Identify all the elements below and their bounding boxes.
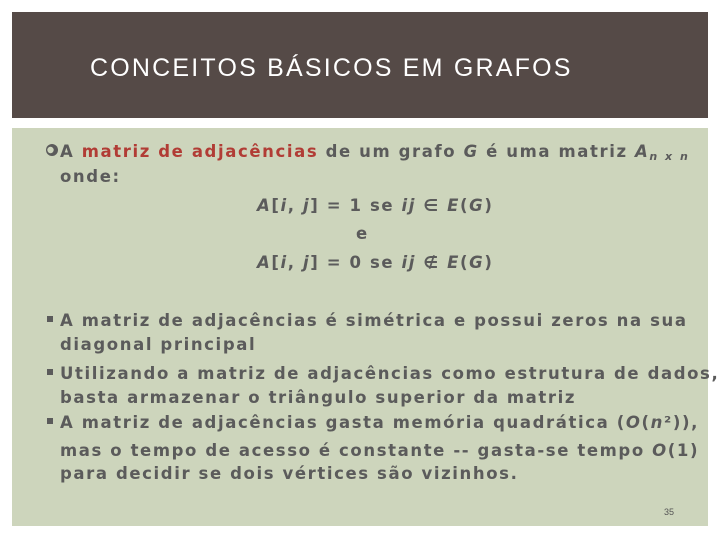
formula-line-1 [257,196,493,215]
formula2-eq: ] = 0 se [310,253,402,272]
bullet-2-line-2: basta armazenar o triângulo superior da matriz [60,388,577,407]
bullet-1-line-2: diagonal principal [60,335,257,354]
formula1-paren-open: ( [460,196,470,215]
formula1-eq: ] = 1 se [310,196,402,215]
formula1-A: A [257,196,272,215]
formula2-i: i [280,253,288,272]
formula1-i: i [280,196,288,215]
bullet-2-line-1: Utilizando a matriz de adjacências como estrutura de dados, [60,364,720,383]
graph-symbol: G [463,142,479,161]
formula2-not-in: ∉ [416,253,448,272]
matrix-symbol: A [635,142,650,161]
formula1-j: j [303,196,311,215]
bullet3-squared: ²)), [664,413,699,432]
page-number: 35 [664,507,675,517]
formula2-G: G [469,253,485,272]
slide-title: CONCEITOS BÁSICOS EM GRAFOS [90,54,573,82]
formula1-bracket: [ [271,196,281,215]
intro-line-1 [60,142,690,161]
bullet-3-line-3: para decidir se dois vértices são vizinhos. [60,464,519,483]
circle-bullet-icon [45,143,59,157]
formula2-paren-close: ) [484,253,494,272]
formula1-paren-close: ) [484,196,494,215]
formula1-comma: , [287,196,304,215]
bullet3-paren: ( [641,413,651,432]
formula2-paren-open: ( [460,253,470,272]
formula2-comma: , [287,253,304,272]
formula2-j: j [303,253,311,272]
highlight-term: matriz de adjacências [81,142,319,161]
bullet3-big-o: O [625,413,642,432]
intro-mid: de um grafo [318,142,464,161]
formula2-A: A [257,253,272,272]
formula2-ij: ij [401,253,417,272]
bullet3-big-o-2: O [652,441,668,460]
formula1-ij: ij [401,196,417,215]
bullet-3-line-1 [60,413,699,432]
bullet3-n: n [650,413,664,432]
intro-prefix: A [60,142,82,161]
formula2-E: E [447,253,461,272]
formula-connector: e [356,224,369,243]
square-bullet-icon [47,316,53,322]
formula1-G: G [469,196,485,215]
square-bullet-icon [47,369,53,375]
formula2-bracket: [ [271,253,281,272]
intro-line-2: onde: [60,167,121,186]
bullet3-one: (1) [667,441,700,460]
formula1-in: ∈ [416,196,448,215]
formula1-E: E [447,196,461,215]
bullet3-text-b: mas o tempo de acesso é constante -- gasta-se tempo [60,441,653,460]
bullet-3-line-2 [60,441,699,460]
intro-suffix: é uma matriz [478,142,636,161]
square-bullet-icon [47,418,53,424]
matrix-subscript: n x n [649,150,690,163]
bullet3-text-a: A matriz de adjacências gasta memória quadrática ( [60,413,626,432]
bullet-1-line-1: A matriz de adjacências é simétrica e possui zeros na sua [60,311,688,330]
formula-line-2 [257,253,493,272]
